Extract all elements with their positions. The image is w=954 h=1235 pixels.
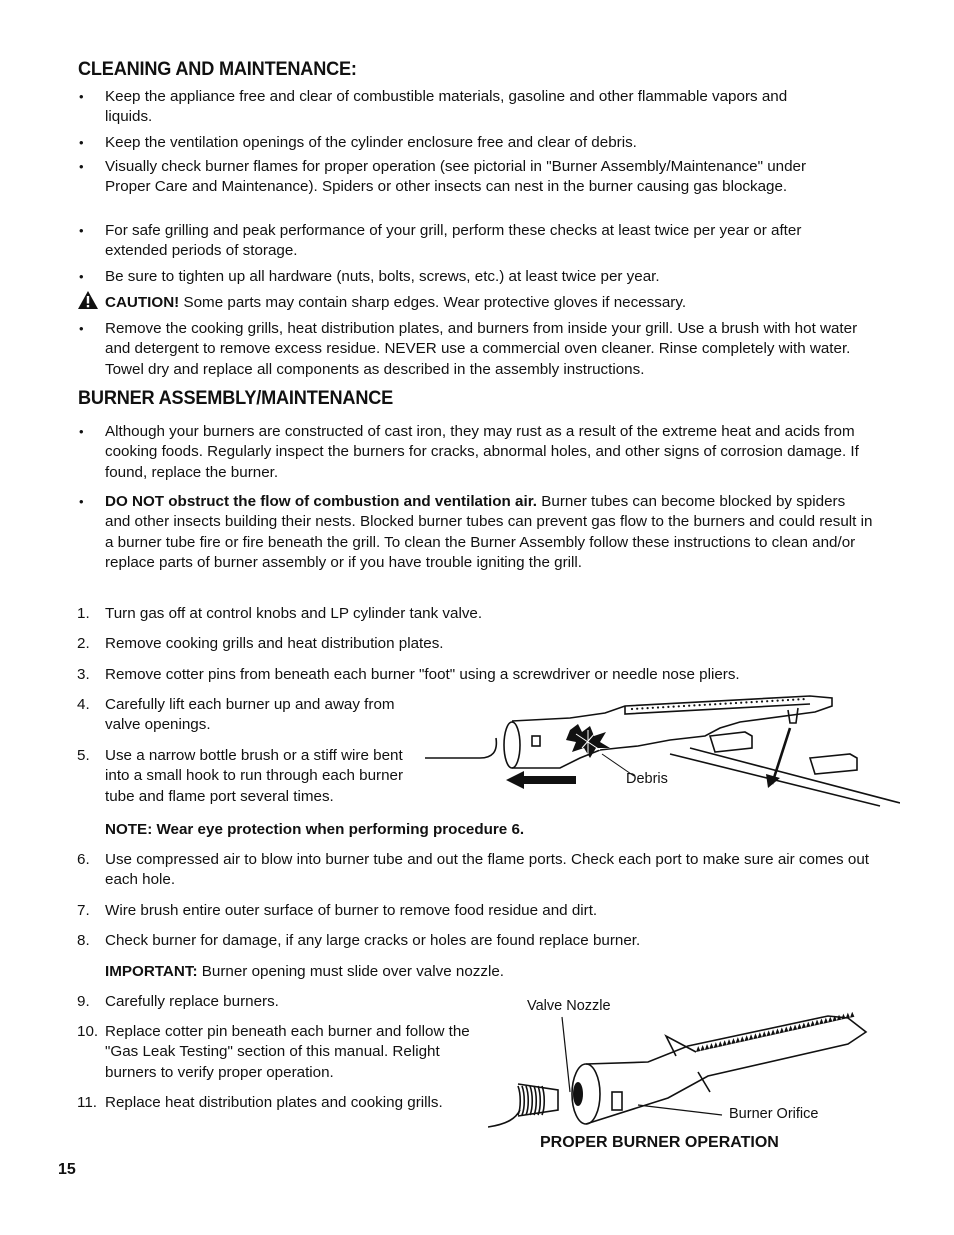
label-debris: Debris	[626, 771, 668, 787]
cleaning-heading: CLEANING AND MAINTENANCE:	[78, 58, 357, 80]
list-item-text: Keep the appliance free and clear of combustible materials, gasoline and other flammable vapors and liquids.	[105, 88, 788, 126]
note-text: NOTE: Wear eye protection when performing procedure 6.	[105, 821, 525, 838]
step-text: Use a narrow bottle brush or a stiff wire bent into a small hook to run through each burner tube and flame port several times.	[105, 747, 404, 805]
important-label: IMPORTANT:	[105, 963, 198, 980]
list-item-text: Keep the ventilation openings of the cylinder enclosure free and clear of debris.	[105, 134, 637, 151]
list-item-text: For safe grilling and peak performance of your grill, perform these checks at least twice per year or after extended periods of storage.	[105, 222, 802, 260]
warning-bold-text: DO NOT obstruct the flow of combustion and ventilation air.	[105, 493, 538, 510]
burner-heading: BURNER ASSEMBLY/MAINTENANCE	[78, 387, 394, 409]
list-item-text: Be sure to tighten up all hardware (nuts, bolts, screws, etc.) at least twice per year.	[105, 268, 660, 285]
manual-page: CLEANING AND MAINTENANCE: • Keep the appliance free and clear of combustible materials, gasoline and other flammable vapors and liquids. • Keep the ventilation openings of the cylinder enclosure free and clear of debris. • Visually check burner flames for proper operation (see pictorial in "Burner Assembly/Maintenance" under Proper Care and Maintenance). Spiders or other insects can nest in the burner causing gas blockage. • For safe grilling and peak performance of your grill, perform these checks at least twice per year or after extended periods of storage. • Be sure to tighten up all hardware (nuts, bolts, screws, etc.) at least twice per year. CAUTION! Some parts may contain sharp edges. Wear protective gloves if necessary. • Remove the cooking grills, heat distribution plates, and burners from inside your grill. Use a brush with hot water and detergent to remove excess residue. NEVER use a commercial oven cleaner. Rinse completely with water. Towel dry and replace all components as described in the assembly instructions. BURNER ASSEMBLY/MAINTENANCE • Although your burners are constructed of cast iron, they may rust as a result of the extreme heat and acids from cooking foods. Regularly inspect the burners for cracks, abnormal holes, and other signs of corrosion damage. If found, replace the burner. • DO NOT obstruct the flow of combustion and ventilation air. Burner tubes can become blocked by spiders and other insects building their nests. Blocked burner tubes can prevent gas flow to the burners and could result in a burner tube fire or fire beneath the grill. To clean the Burner Assembly follow these instructions to clean and/or replace parts of burner assembly or if you have trouble igniting the grill. 1. Turn gas off at control knobs and LP cylinder tank valve. 2. Remove cooking grills and heat distribution plates. 3. Remove cotter pins from beneath each burner "foot" using a screwdriver or needle nose pliers. 4. Carefully lift each burner up and away from valve openings. 5. Use a narrow bottle brush or a stiff wire bent into a small hook to run through each burner tube and flame port several times. NOTE: Wear eye protection when performing procedure 6. 6. Use compressed air to blow into burner tube and out the flame ports. Check each port to make sure air comes out each hole. 7. Wire brush entire outer surface of burner to remove food residue and dirt. 8. Check burner for damage, if any large cracks or holes are found replace burner. IMPORTANT: Burner opening must slide over valve nozzle. 9. Carefully replace burners. 10. Replace cotter pin beneath each burner and follow the "Gas Leak Testing" section of this manual. Relight burners to verify proper operation. 11. Replace heat distribution plates and cooking grills. Debris Valve Nozzle Burner Orifice PROPER BURNER OPERATION 15	[0, 0, 954, 1235]
caution-label: CAUTION!	[105, 294, 180, 311]
step-text: Turn gas off at control knobs and LP cylinder tank valve.	[105, 605, 483, 622]
step-text: Replace heat distribution plates and cooking grills.	[105, 1094, 443, 1111]
step-text: Carefully replace burners.	[105, 993, 279, 1010]
step-text: Use compressed air to blow into burner tube and out the flame ports. Check each port to make sure air comes out each hole.	[105, 851, 869, 889]
proper-burner-illustration	[488, 1012, 888, 1134]
step-text: Remove cotter pins from beneath each burner "foot" using a screwdriver or needle nose pliers.	[105, 666, 740, 683]
burner-cleaning-illustration	[420, 688, 900, 808]
step-text: Carefully lift each burner up and away from valve openings.	[105, 696, 395, 734]
caution-line	[105, 293, 865, 313]
caution-text: Some parts may contain sharp edges. Wear protective gloves if necessary.	[183, 294, 687, 311]
step-text: Check burner for damage, if any large cracks or holes are found replace burner.	[105, 932, 641, 949]
label-burner-orifice: Burner Orifice	[729, 1106, 819, 1122]
page-number: 15	[58, 1161, 76, 1178]
list-item-text: Remove the cooking grills, heat distribution plates, and burners from inside your grill. Use a brush with hot water and detergent to remove excess residue. NEVER use a commercial oven cleaner. Rinse completely with water. Towel dry and replace all components as described in the assembly instructions.	[105, 320, 858, 378]
list-item-text: DO NOT obstruct the flow of combustion and ventilation air. Burner tubes can become blocked by spiders and other insects building their nests. Blocked burner tubes can prevent gas flow to the burners and could result in a burner tube fire or fire beneath the grill. To clean the Burner Assembly follow these instructions to clean and/or replace parts of burner assembly or if you have trouble igniting the grill.	[105, 493, 873, 571]
label-valve-nozzle: Valve Nozzle	[527, 998, 611, 1014]
step-text: Wire brush entire outer surface of burner to remove food residue and dirt.	[105, 902, 598, 919]
list-item-text: Visually check burner flames for proper operation (see pictorial in "Burner Assembly/Maintenance" under Proper Care and Maintenance). Spiders or other insects can nest in the burner causing gas blockage.	[105, 158, 807, 196]
important-line	[105, 962, 805, 982]
step-text: Replace cotter pin beneath each burner and follow the "Gas Leak Testing" section of this manual. Relight burners to verify proper operation.	[105, 1023, 470, 1081]
warning-icon	[77, 290, 99, 310]
step-text: Remove cooking grills and heat distribution plates.	[105, 635, 444, 652]
important-text: Burner opening must slide over valve nozzle.	[201, 963, 504, 980]
list-item-text: Although your burners are constructed of cast iron, they may rust as a result of the extreme heat and acids from cooking foods. Regularly inspect the burners for cracks, abnormal holes, and other signs of corrosion damage. If found, replace the burner.	[105, 423, 859, 481]
figure-caption: PROPER BURNER OPERATION	[540, 1134, 779, 1151]
